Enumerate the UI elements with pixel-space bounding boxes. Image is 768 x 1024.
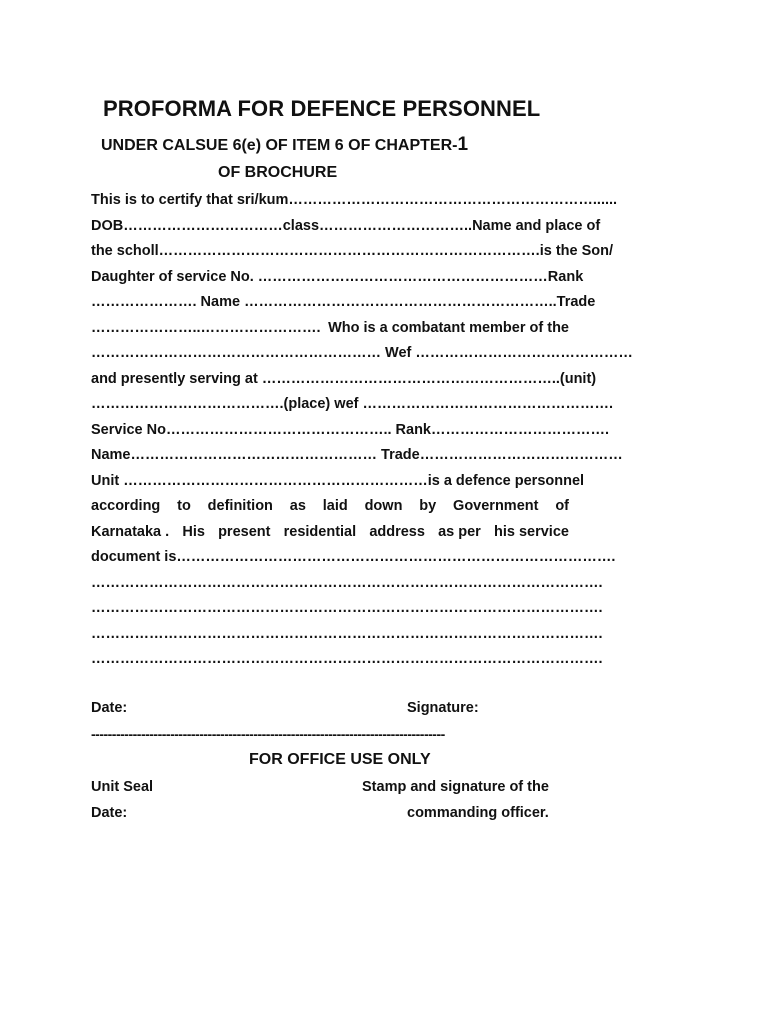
date-label: Date:: [91, 700, 128, 716]
word: of: [555, 498, 569, 514]
word: to: [177, 498, 191, 514]
word: down: [364, 498, 403, 514]
word: residential: [283, 523, 357, 540]
defence-personnel-text: is a defence personnel: [427, 472, 585, 489]
certify-line: This is to certify that sri/kum………………………………………………………......: [91, 192, 618, 208]
name-line: [91, 290, 596, 316]
certificate-body: [91, 188, 633, 668]
trade-label: Trade: [556, 294, 596, 310]
subtitle-chapter-number: 1: [457, 134, 469, 155]
dob-line: DOB……………………………class…………………………..Name and place of: [91, 217, 601, 234]
definition-line: [91, 494, 569, 520]
office-date-label: Date:: [91, 805, 128, 821]
wef-line: …………………………………………………… Wef ………………………………………: [91, 345, 633, 361]
service-rank-line: Service No……………………………………….. Rank……………………………….: [91, 421, 610, 438]
rank-label: Rank: [547, 268, 584, 285]
divider: -------------------------------------------------------------------------------------: [91, 726, 445, 742]
unit-line: [91, 469, 585, 495]
name-trade-line: Name…………………………………………… Trade……………………………………: [91, 447, 623, 463]
address-line: [91, 520, 569, 546]
blank-line: …………………………………………………………………………………………….: [91, 574, 603, 591]
blank-line: …………………………………………………………………………………………….: [91, 625, 603, 642]
subtitle-main: UNDER CALSUE 6(e) OF ITEM 6 OF CHAPTER-: [101, 137, 458, 154]
word: Government: [453, 498, 539, 514]
subtitle-clause: [101, 134, 468, 156]
blank-line: …………………………………………………………………………………………….: [91, 600, 603, 616]
word: according: [91, 498, 161, 514]
page-title: PROFORMA FOR DEFENCE PERSONNEL: [103, 96, 541, 121]
word: his service: [493, 523, 569, 540]
unit-text: Unit ………………………………………………………: [91, 472, 428, 489]
word: as: [289, 498, 306, 514]
word: laid: [322, 498, 348, 514]
combatant-line: [91, 316, 569, 342]
combatant-text: Who is a combatant member of the: [328, 319, 569, 336]
subtitle-brochure: OF BROCHURE: [218, 164, 338, 181]
service-no-line: [91, 265, 584, 291]
serving-line: and presently serving at ……………………………………………………..(unit): [91, 370, 597, 387]
word: Karnataka .: [91, 523, 170, 540]
school-line: the scholl…………………………………………………………………….is the Son/: [91, 243, 614, 259]
word: as per: [438, 523, 481, 540]
blank-line: …………………………………………………………………………………………….: [91, 651, 603, 667]
place-wef-line: ………………………………….(place) wef …………………………………………….: [91, 396, 614, 412]
commanding-officer-label: commanding officer.: [407, 805, 549, 821]
stamp-signature-label: Stamp and signature of the: [362, 779, 549, 795]
word: by: [419, 498, 437, 514]
unit-seal-label: Unit Seal: [91, 779, 154, 795]
office-use-title: FOR OFFICE USE ONLY: [249, 751, 431, 768]
document-line: document is……………………………………………………………………………….: [91, 549, 616, 565]
service-no-text: Daughter of service No. ……………………………………………………: [91, 268, 548, 285]
word: present: [218, 523, 271, 540]
name-text: …………………. Name ………………………………………………………..: [91, 294, 557, 310]
word: address: [369, 523, 425, 540]
word: His: [182, 523, 205, 540]
signature-label: Signature:: [407, 700, 479, 716]
word: definition: [207, 498, 273, 514]
combatant-blank: …………………..…………………….: [91, 319, 321, 336]
